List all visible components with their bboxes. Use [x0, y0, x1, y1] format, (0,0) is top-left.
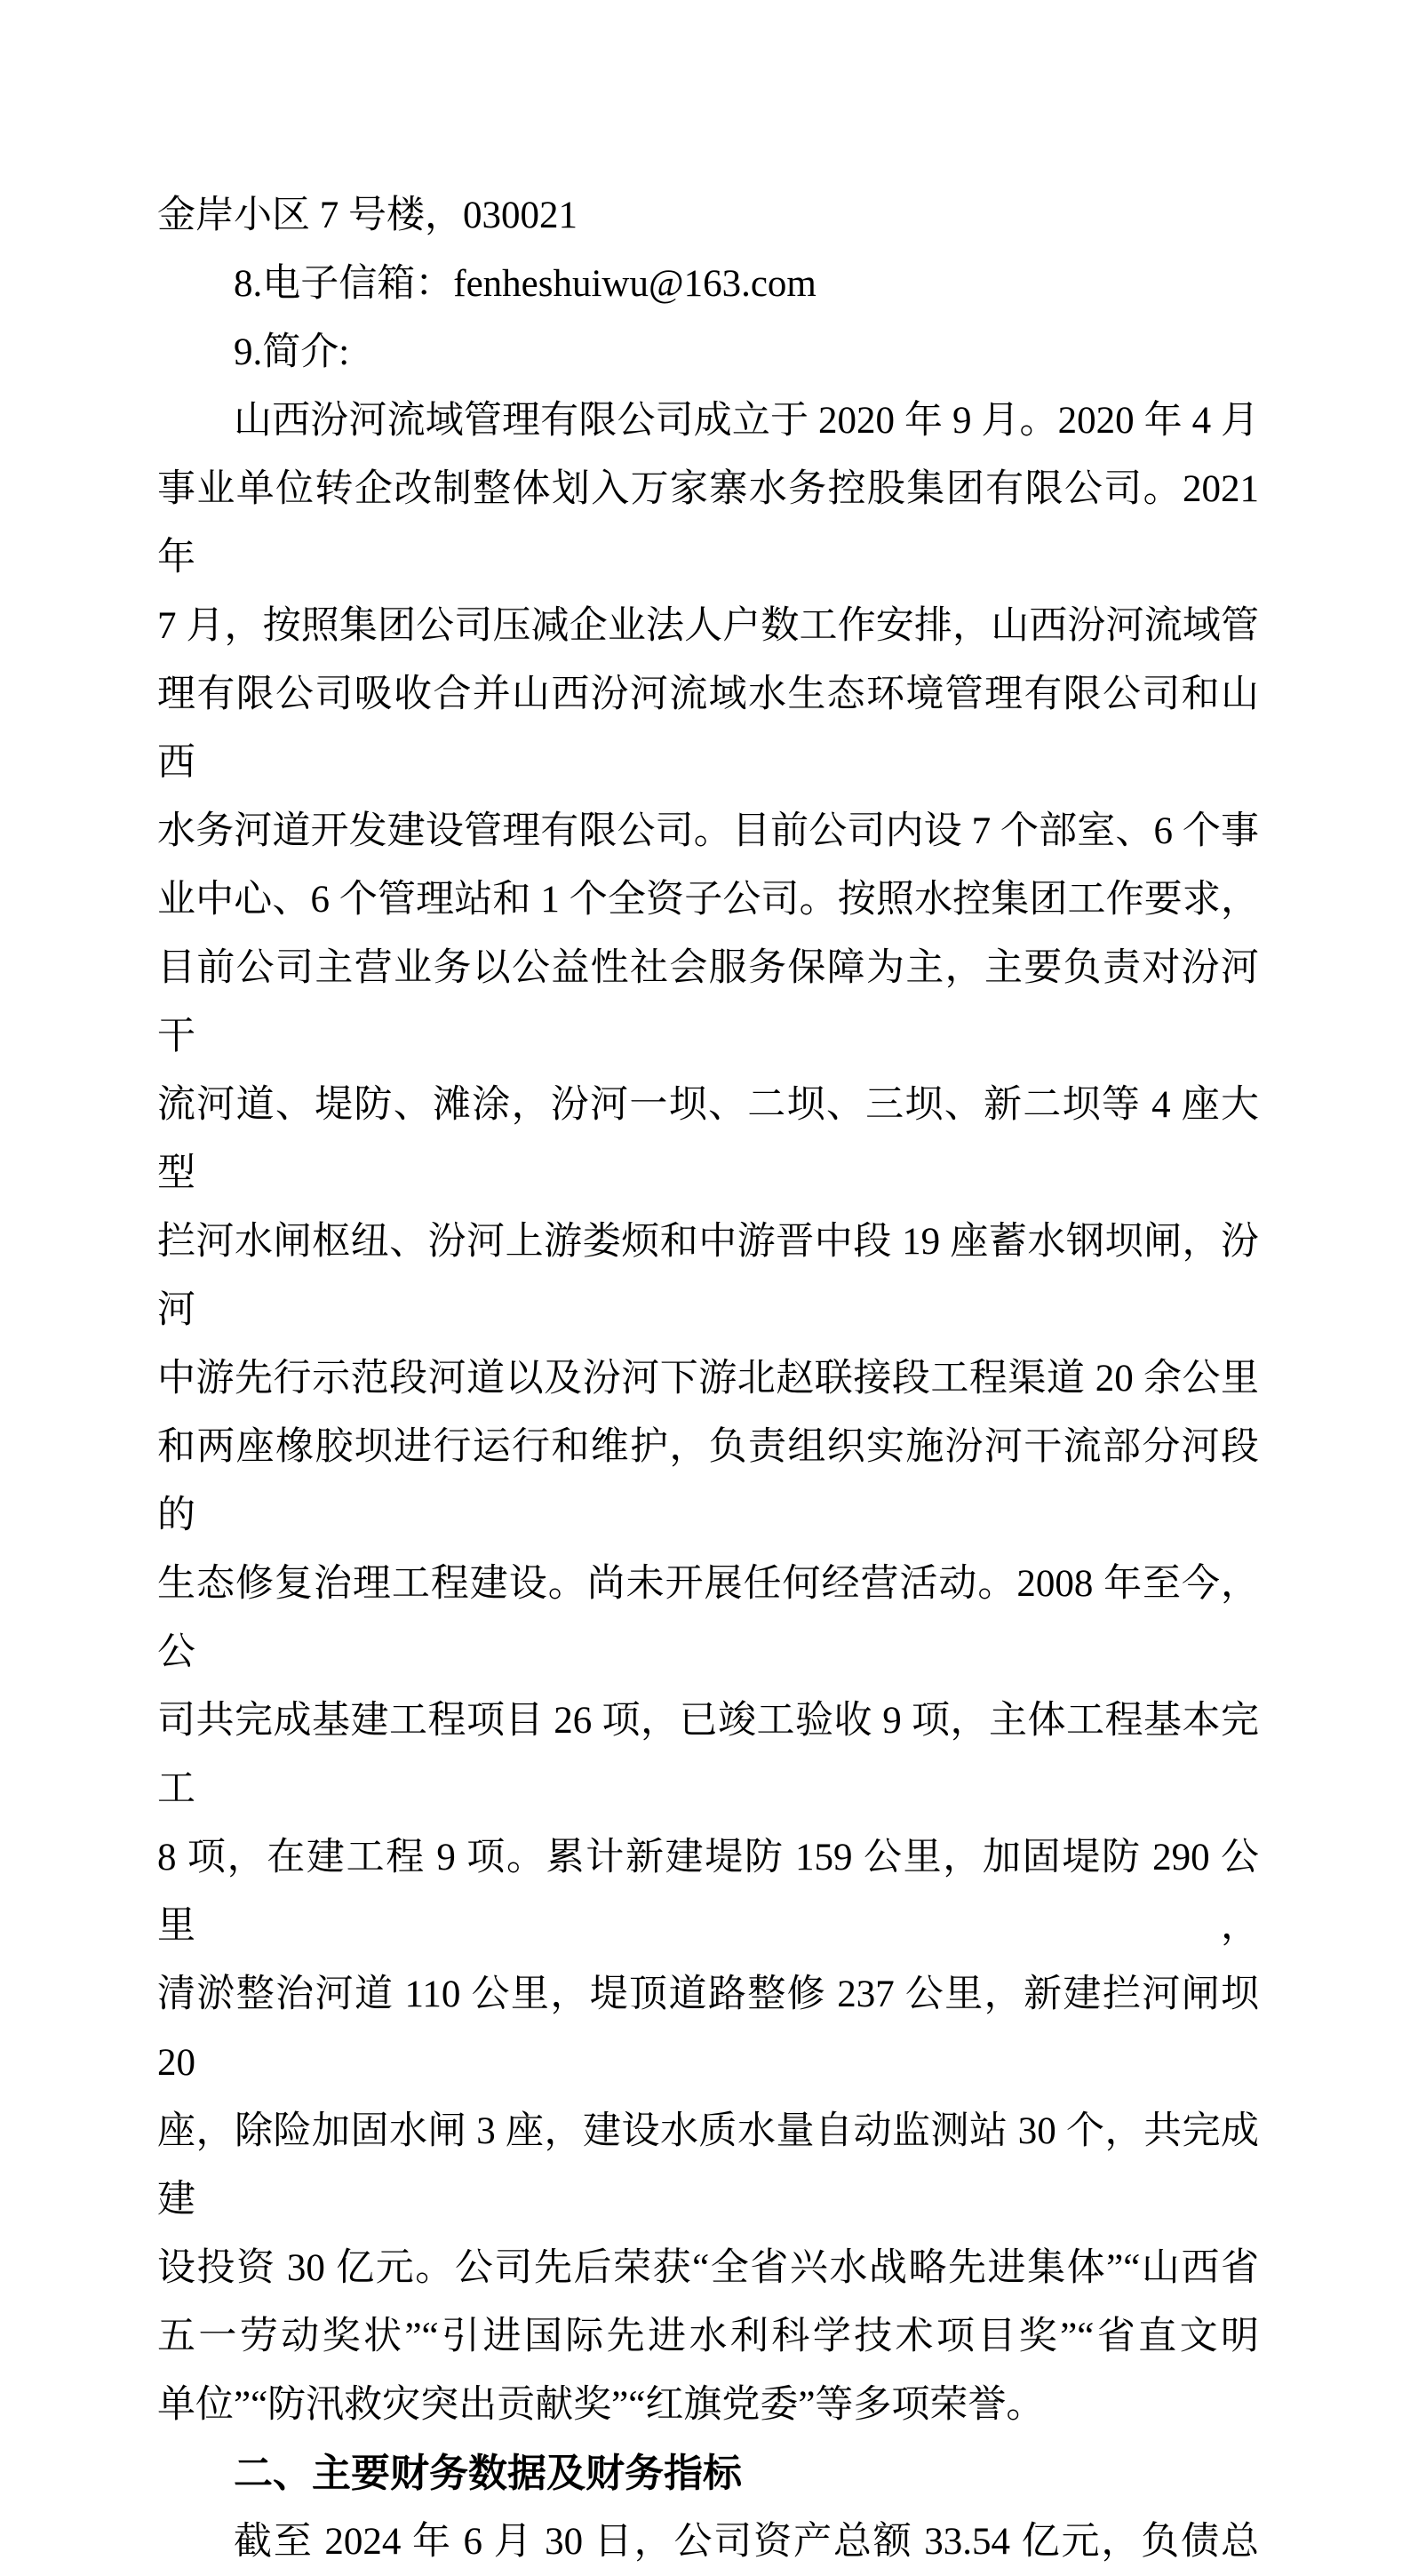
text-line: 理有限公司吸收合并山西汾河流域水生态环境管理有限公司和山西 [157, 674, 1259, 784]
text-line: 司共完成基建工程项目 26 项，已竣工验收 9 项，主体工程基本完工 [157, 1700, 1259, 1810]
text-line: 五一劳动奖状”“引进国际先进水利科学技术项目奖”“省直文明 [157, 2316, 1259, 2357]
text-line: 截至 2024 年 6 月 30 日，公司资产总额 33.54 亿元，负债总 [234, 2521, 1259, 2563]
text-line: 座，除险加固水闸 3 座，建设水质水量自动监测站 30 个，共完成建 [157, 2110, 1259, 2221]
text-line: 中游先行示范段河道以及汾河下游北赵联接段工程渠道 20 余公里 [157, 1358, 1259, 1400]
text-line: 9.简介: [234, 331, 350, 373]
text-line: 8 项，在建工程 9 项。累计新建堤防 159 公里，加固堤防 290 公里， [157, 1837, 1259, 1947]
text-line: 生态修复治理工程建设。尚未开展任何经营活动。2008 年至今，公 [157, 1563, 1259, 1673]
text-line: 设投资 30 亿元。公司先后荣获“全省兴水战略先进集体”“山西省 [157, 2247, 1259, 2289]
text-line: 山西汾河流域管理有限公司成立于 2020 年 9 月。2020 年 4 月 [234, 400, 1259, 442]
text-line: 清淤整治河道 110 公里，堤顶道路整修 237 公里，新建拦河闸坝 20 [157, 1974, 1259, 2084]
document-content [157, 181, 1259, 2576]
section-heading: 二、主要财务数据及财务指标 [234, 2452, 742, 2495]
text-line: 和两座橡胶坝进行运行和维护，负责组织实施汾河干流部分河段的 [157, 1426, 1259, 1536]
text-line: 水务河道开发建设管理有限公司。目前公司内设 7 个部室、6 个事 [157, 810, 1259, 852]
text-line: 拦河水闸枢纽、汾河上游娄烦和中游晋中段 19 座蓄水钢坝闸，汾河 [157, 1221, 1259, 1331]
text-line: 金岸小区 7 号楼，030021 [157, 195, 578, 236]
text-line: 事业单位转企改制整体划入万家寨水务控股集团有限公司。2021 年 [157, 468, 1259, 578]
text-line: 8.电子信箱：fenheshuiwu@163.com [234, 263, 817, 305]
text-line: 7 月，按照集团公司压减企业法人户数工作安排，山西汾河流域管 [157, 605, 1259, 647]
text-line: 单位”“防汛救灾突出贡献奖”“红旗党委”等多项荣誉。 [157, 2384, 1045, 2426]
text-line: 目前公司主营业务以公益性社会服务保障为主，主要负责对汾河干 [157, 947, 1259, 1057]
text-line: 流河道、堤防、滩涂，汾河一坝、二坝、三坝、新二坝等 4 座大型 [157, 1084, 1259, 1194]
text-line: 业中心、6 个管理站和 1 个全资子公司。按照水控集团工作要求， [157, 879, 1259, 921]
